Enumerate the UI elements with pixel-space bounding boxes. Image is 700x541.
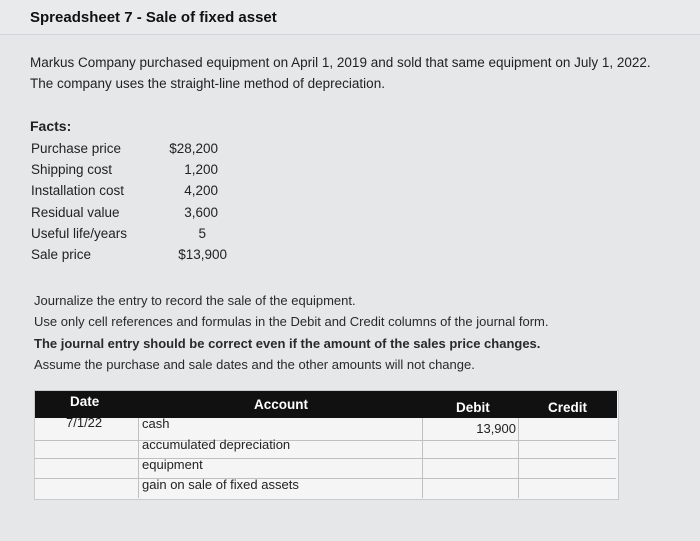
fact-value-shipping-cost[interactable]: 1,200: [184, 162, 218, 177]
column-header-credit: Credit: [548, 400, 588, 415]
column-header-date: Date: [70, 394, 100, 409]
facts-heading: Facts:: [30, 118, 72, 134]
column-divider: [138, 418, 139, 498]
fact-value-useful-life[interactable]: 5: [198, 226, 206, 241]
cell-account[interactable]: accumulated depreciation: [142, 437, 291, 452]
fact-label-installation-cost: Installation cost: [31, 183, 125, 198]
cell-account[interactable]: gain on sale of fixed assets: [142, 477, 299, 492]
journal-header-row: [35, 391, 617, 418]
cell-debit[interactable]: 13,900: [476, 421, 516, 436]
cell-account[interactable]: cash: [142, 416, 170, 431]
column-header-debit: Debit: [456, 400, 490, 415]
fact-label-residual-value: Residual value: [31, 205, 120, 220]
fact-value-purchase-price[interactable]: $28,200: [169, 141, 218, 156]
fact-label-useful-life: Useful life/years: [31, 226, 128, 241]
page-title: Spreadsheet 7 - Sale of fixed asset: [30, 9, 277, 26]
column-divider: [422, 418, 423, 498]
row-divider: [35, 458, 616, 459]
instruction-line-1: Journalize the entry to record the sale of the equipment.: [34, 293, 356, 308]
row-divider: [35, 440, 616, 441]
fact-label-shipping-cost: Shipping cost: [31, 162, 113, 177]
cell-date[interactable]: 7/1/22: [66, 415, 103, 430]
row-divider: [35, 478, 616, 479]
column-header-account: Account: [254, 397, 308, 412]
instruction-line-2: Use only cell references and formulas in the Debit and Credit columns of the journal form.: [34, 314, 549, 329]
instruction-line-3: The journal entry should be correct even if the amount of the sales price changes.: [34, 336, 541, 351]
fact-label-purchase-price: Purchase price: [31, 141, 122, 156]
intro-line-1: Markus Company purchased equipment on April 1, 2019 and sold that same equipment on July 1, 2022.: [30, 55, 651, 70]
fact-value-installation-cost[interactable]: 4,200: [184, 183, 218, 198]
cell-account[interactable]: equipment: [142, 457, 203, 472]
intro-line-2: The company uses the straight-line method of depreciation.: [30, 76, 385, 91]
fact-label-sale-price: Sale price: [31, 247, 92, 262]
column-divider: [518, 418, 519, 498]
instruction-line-4: Assume the purchase and sale dates and the other amounts will not change.: [34, 357, 475, 372]
fact-value-sale-price[interactable]: $13,900: [178, 247, 227, 262]
fact-value-residual-value[interactable]: 3,600: [184, 205, 218, 220]
